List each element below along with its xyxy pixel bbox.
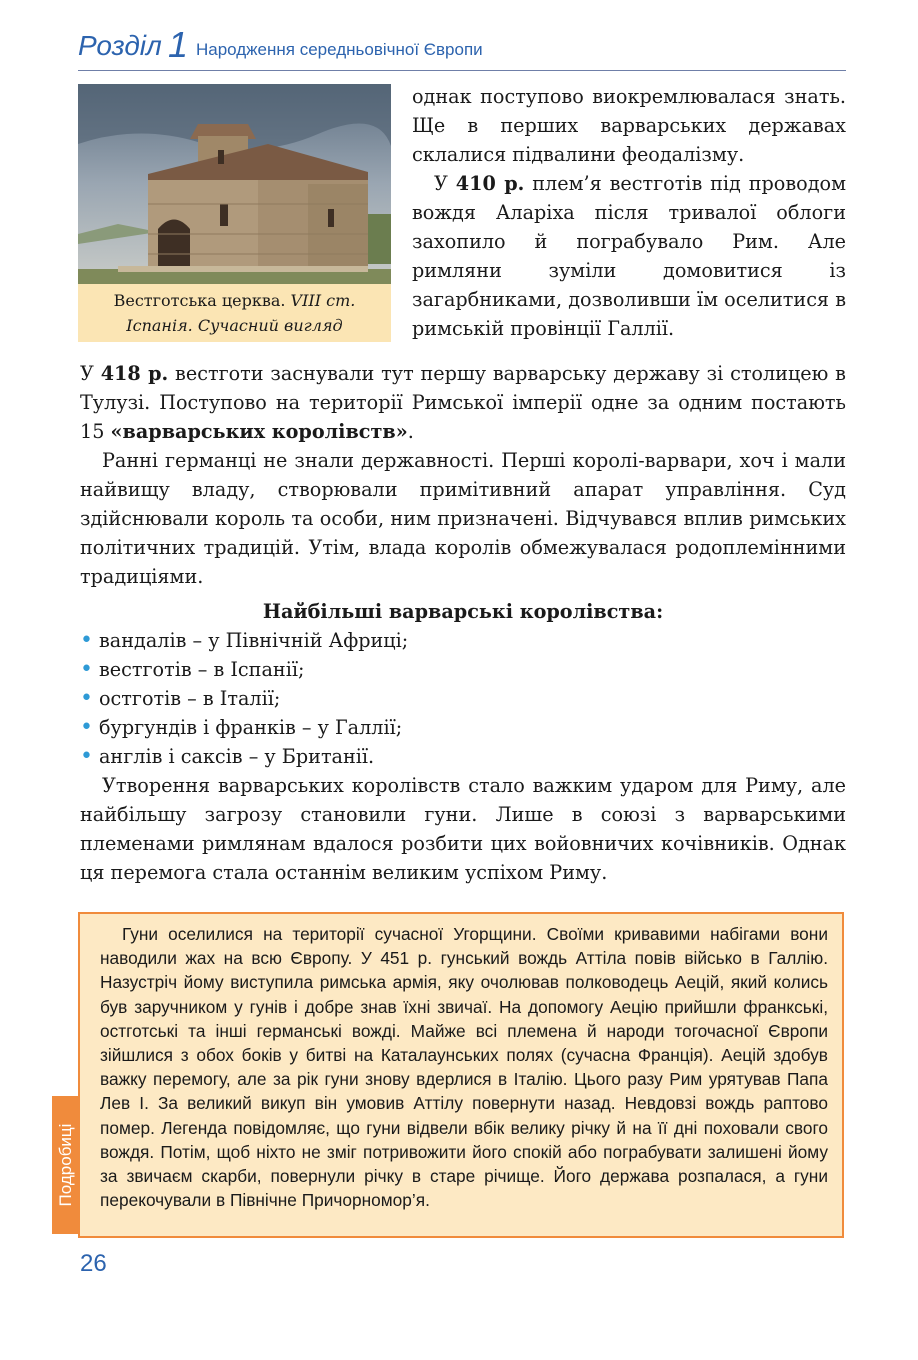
kingdoms-term: «варварських королівств» [110, 420, 408, 443]
details-tab-label: Подробиці [56, 1123, 75, 1207]
list-item: • вандалів – у Північній Африці; [80, 628, 409, 653]
details-box [78, 912, 844, 1238]
list-item: • остготів – в Італії; [80, 686, 281, 711]
paragraph-4: Ранні германці не знали державності. Перші королі-варвари, хоч і мали найвищу владу, створювали примітивний апарат управління. Суд здійснювали король та особи, ним призначені. Відчувався вплив римських політичних традицій. Утім, влада королів обмежувалася родоплемінними традиціями. [80, 449, 846, 588]
list-item: • бургундів і франків – у Галлії; [80, 715, 403, 740]
list-item: • вестготів – в Іспанії; [80, 657, 305, 682]
page-number: 26 [80, 1250, 107, 1277]
paragraph-3: У 418 р. вестготи заснували тут першу варварську державу зі столицею в Тулузі. Поступово на території Римської імперії одне за одним постають 15 «варварських королівств». [80, 362, 846, 443]
page-header [78, 24, 846, 71]
bullet-icon: • [80, 686, 93, 711]
caption-text: Вестготська церква. [113, 291, 286, 310]
text-column-full [80, 359, 846, 887]
list-item: • англів і саксів – у Британії. [80, 744, 375, 769]
section-number: 1 [168, 24, 189, 65]
paragraph-5: Утворення варварських королівств стало важким ударом для Риму, але найбільшу загрозу становили гуни. Лише в союзі з варварськими племенами римлянам вдалося розбити цих войовничих кочівників. Однак ця перемога стала останнім великим успіхом Риму. [80, 774, 846, 884]
paragraph-2: У 410 р. плем’я вестготів під проводом вождя Аларіха після тривалої облоги захопило й пограбувало Рим. Але римляни зуміли домовитися із загарбниками, дозволивши їм оселитися в римській провінції Галлії. [412, 172, 846, 340]
caption-place: Іспанія. Сучасний вигляд [126, 316, 343, 335]
figure-caption [78, 284, 391, 342]
year-418: 418 р. [100, 362, 169, 385]
details-text [100, 922, 828, 1212]
section-label: Розділ [78, 30, 162, 61]
bullet-icon: • [80, 744, 93, 769]
bullet-icon: • [80, 715, 93, 740]
bullet-icon: • [80, 628, 93, 653]
church-figure [78, 84, 391, 342]
details-paragraph: Гуни оселилися на території сучасної Угорщини. Своїми кривавими набігами вони наводили жах на всю Європу. У 451 р. гунський вождь Аттіла повів військо в Галлію. Назустріч йому виступила римська армія, яку очолював полководець Аецій, який колись був заручником у гунів і добре знав їхні звичаї. На допомогу Аецію прийшли франкські, остготські та інші германські вожді. Майже всі племена й народи тогочасної Європи зійшлися з обох боків у битві на Каталаунських полях (сучасна Франція). Аецій здобув важку перемогу, але за рік гуни знову вдерлися в Італію. Цього разу Рим урятував Папа Лев І. За великий викуп він умовив Аттілу повернути назад. Невдовзі вождь раптово помер. Легенда повідомляє, що гуни відвели вбік велику річку й на її дні поховали свого вождя. Потім, щоб ніхто не зміг потривожити його спокій або пограбувати залишені йому за звичаєм скарби, повернули річку в старе річище. Його держава розпалася, а гуни перекочували в Північне Причорномор’я. [100, 924, 828, 1211]
list-title: Найбільші варварські королівства: [262, 600, 664, 623]
caption-date: VIII ст. [290, 291, 356, 310]
year-410: 410 р. [455, 172, 525, 195]
paragraph-1: однак поступово виокремлювалася знать. Ще в перших варварських державах склалися підвалини феодалізму. [412, 85, 846, 166]
kingdoms-list [80, 626, 846, 771]
church-photo [78, 84, 391, 284]
text-column-narrow [412, 82, 846, 343]
section-title: Народження середньовічної Європи [196, 40, 483, 59]
bullet-icon: • [80, 657, 93, 682]
